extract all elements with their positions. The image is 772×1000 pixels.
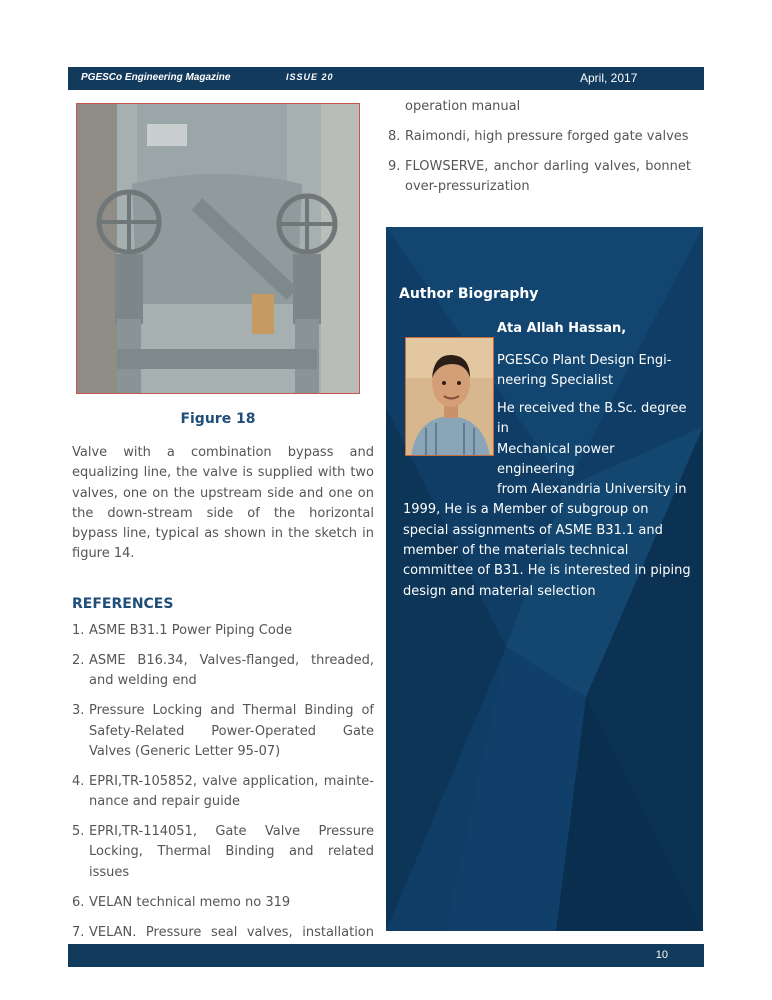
references-list-continued: [388, 97, 691, 207]
list-item: 2. ASME B16.34, Valves-flanged, threaded, and welding end: [72, 652, 374, 689]
list-item: 3. Pressure Locking and Thermal Binding of Safety-Related Power-Operated Gate Valves (Generic Letter 95-07): [72, 703, 374, 759]
list-item: 6. VELAN technical memo no 319: [72, 894, 291, 910]
valve-photo: [76, 103, 360, 394]
issue-date: April, 2017: [580, 71, 638, 85]
biography-text: He received the B.Sc. degree in Mechanical power engineering from Alexandria University in 1999, He is a Member of subgroup on special assignments of ASME B31.1 and member of the materials technical committee of B31. He is interested in piping design and material selection: [403, 401, 691, 599]
author-role: PGESCo Plant Design Engi-neering Specialist: [497, 353, 672, 388]
figure-caption: Figure 18: [180, 411, 256, 427]
list-item: 7. VELAN. Pressure seal valves, installation: [72, 924, 374, 940]
list-item: 9. FLOWSERVE, anchor darling valves, bonnet over-pressurization: [388, 158, 691, 195]
magazine-title: PGESCo Engineering Magazine: [81, 72, 231, 83]
list-item: 1. ASME B31.1 Power Piping Code: [72, 623, 293, 638]
page-number: 10: [655, 949, 668, 961]
body-paragraph: Valve with a combination bypass and equalizing line, the valve is supplied with two valves, one on the upstream side and one on the down-stream side of the horizontal bypass line, typical as shown in the sketch in figure 14.: [72, 445, 374, 562]
author-biography-box: [386, 227, 703, 931]
issue-label: ISSUE 20: [286, 72, 334, 82]
references-heading: REFERENCES: [72, 596, 174, 612]
header-bar: [68, 67, 704, 90]
biography-heading: Author Biography: [399, 286, 539, 302]
list-item: 5. EPRI,TR-114051, Gate Valve Pressure Locking, Thermal Binding and related issues: [72, 824, 374, 880]
list-item: operation manual: [405, 99, 521, 114]
references-list: [72, 621, 374, 973]
list-item: 4. EPRI,TR-105852, valve application, mainte-nance and repair guide: [72, 773, 374, 810]
author-name: Ata Allah Hassan,: [497, 321, 627, 336]
footer-bar: [68, 944, 704, 967]
list-item: 8. Raimondi, high pressure forged gate valves: [388, 128, 689, 144]
